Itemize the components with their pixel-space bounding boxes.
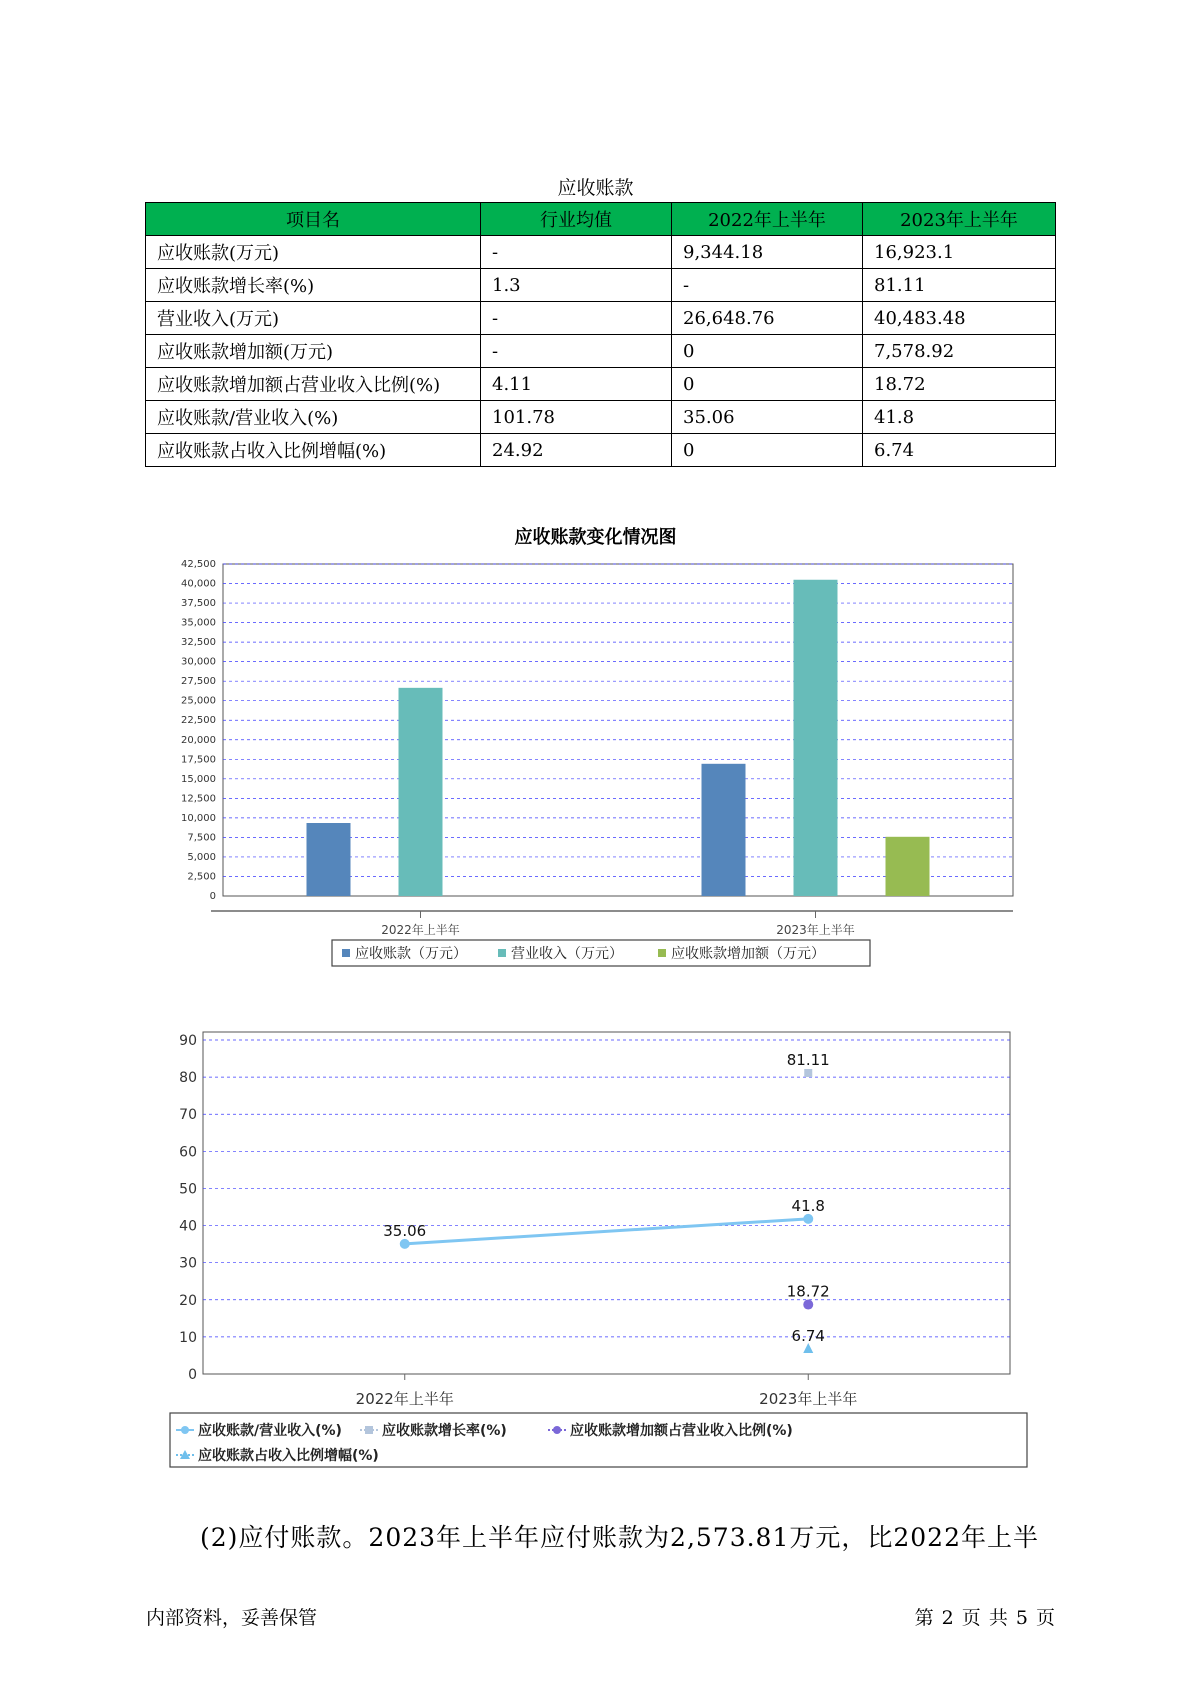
legend-label: 应收账款/营业收入(%) [198,1423,342,1439]
y-tick-label: 17,500 [181,754,216,766]
x-tick-label: 2023年上半年 [759,1390,858,1408]
footer-page-number: 第 2 页 共 5 页 [914,1607,1055,1629]
y-tick-label: 30,000 [181,656,216,668]
table-cell: 101.78 [481,401,672,434]
table-row [146,236,1056,269]
table-cell: 41.8 [863,401,1056,434]
y-tick-label: 60 [179,1144,197,1161]
bar-chart-title: 应收账款变化情况图 [514,527,677,548]
table-cell: 35.06 [672,401,863,434]
bar [307,823,351,896]
data-label: 41.8 [791,1196,825,1215]
legend-marker [365,1426,373,1434]
y-tick-label: 37,500 [181,598,216,610]
y-tick-label: 10 [179,1329,197,1346]
y-tick-label: 42,500 [181,559,216,570]
header-industry-avg: 行业均值 [481,203,672,236]
y-tick-label: 22,500 [181,715,216,727]
legend-label: 应收账款占收入比例增幅(%) [198,1448,379,1464]
line-chart [160,1030,1040,1470]
y-tick-label: 20 [179,1292,197,1309]
data-label: 35.06 [383,1221,427,1240]
y-tick-label: 12,500 [181,793,216,805]
y-tick-label: 90 [179,1033,197,1049]
y-tick-label: 5,000 [187,851,216,863]
table-cell: 4.11 [481,368,672,401]
table-row [146,434,1056,467]
series-line [405,1219,809,1244]
table-cell: 7,578.92 [863,335,1056,368]
y-tick-label: 70 [179,1107,197,1124]
table-cell: 应收账款占收入比例增幅(%) [146,434,481,467]
table-cell: 应收账款(万元) [146,236,481,269]
y-tick-label: 7,500 [187,832,216,844]
table-cell: 26,648.76 [672,302,863,335]
data-point [803,1214,813,1224]
data-label: 18.72 [786,1282,830,1301]
data-point [400,1239,410,1249]
legend-label: 应收账款（万元） [355,946,467,962]
legend-swatch [658,949,666,957]
y-tick-label: 40,000 [181,578,216,590]
receivables-table [145,202,1056,467]
table-cell: 应收账款增加额(万元) [146,335,481,368]
table-cell: 18.72 [863,368,1056,401]
legend-label: 应收账款增加额（万元） [671,946,825,962]
y-tick-label: 27,500 [181,676,216,688]
header-item-name: 项目名 [146,203,481,236]
y-tick-label: 32,500 [181,637,216,649]
table-cell: 9,344.18 [672,236,863,269]
plot-frame [203,1032,1010,1374]
y-tick-label: 0 [188,1367,197,1383]
legend-label: 营业收入（万元） [511,946,623,962]
table-row [146,401,1056,434]
y-tick-label: 25,000 [181,695,216,707]
table-cell: 0 [672,368,863,401]
table-caption: 应收账款 [557,177,634,199]
y-tick-label: 30 [179,1255,197,1272]
table-cell: 0 [672,434,863,467]
table-cell: 1.3 [481,269,672,302]
table-cell: 应收账款增长率(%) [146,269,481,302]
table-cell: 营业收入(万元) [146,302,481,335]
header-2023h1: 2023年上半年 [863,203,1056,236]
table-row [146,335,1056,368]
legend-label: 应收账款增加额占营业收入比例(%) [570,1423,793,1439]
legend-swatch [498,949,506,957]
x-tick-label: 2022年上半年 [355,1390,454,1408]
table-cell: 应收账款/营业收入(%) [146,401,481,434]
y-tick-label: 80 [179,1070,197,1087]
y-tick-label: 10,000 [181,812,216,824]
table-cell: - [481,302,672,335]
data-point [804,1069,812,1077]
legend-swatch [342,949,350,957]
bar [399,688,443,896]
y-tick-label: 20,000 [181,734,216,746]
table-cell: - [481,236,672,269]
bar [886,837,930,896]
table-header-row [146,203,1056,236]
legend-label: 应收账款增长率(%) [382,1423,507,1439]
table-row [146,302,1056,335]
y-tick-label: 0 [209,891,216,902]
x-tick-label: 2022年上半年 [381,923,460,937]
bar-chart [150,550,1030,975]
y-tick-label: 2,500 [187,871,216,883]
legend-marker [181,1426,189,1434]
y-tick-label: 15,000 [181,773,216,785]
table-cell: - [672,269,863,302]
footer-confidential-note: 内部资料，妥善保管 [146,1607,318,1629]
y-tick-label: 50 [179,1181,197,1198]
table-row [146,368,1056,401]
data-label: 81.11 [786,1050,830,1069]
table-cell: 24.92 [481,434,672,467]
bar [702,764,746,896]
legend-marker [553,1426,561,1434]
table-row [146,269,1056,302]
y-tick-label: 40 [179,1218,197,1235]
body-paragraph: (2)应付账款。2023年上半年应付账款为2,573.81万元，比2022年上半 [200,1523,1039,1552]
table-cell: 40,483.48 [863,302,1056,335]
bar [794,580,838,896]
data-point [803,1300,813,1310]
table-cell: 应收账款增加额占营业收入比例(%) [146,368,481,401]
y-tick-label: 35,000 [181,617,216,629]
table-cell: 6.74 [863,434,1056,467]
data-label: 6.74 [791,1326,825,1345]
header-2022h1: 2022年上半年 [672,203,863,236]
table-cell: 16,923.1 [863,236,1056,269]
table-cell: 0 [672,335,863,368]
table-cell: 81.11 [863,269,1056,302]
table-cell: - [481,335,672,368]
x-tick-label: 2023年上半年 [776,923,855,937]
